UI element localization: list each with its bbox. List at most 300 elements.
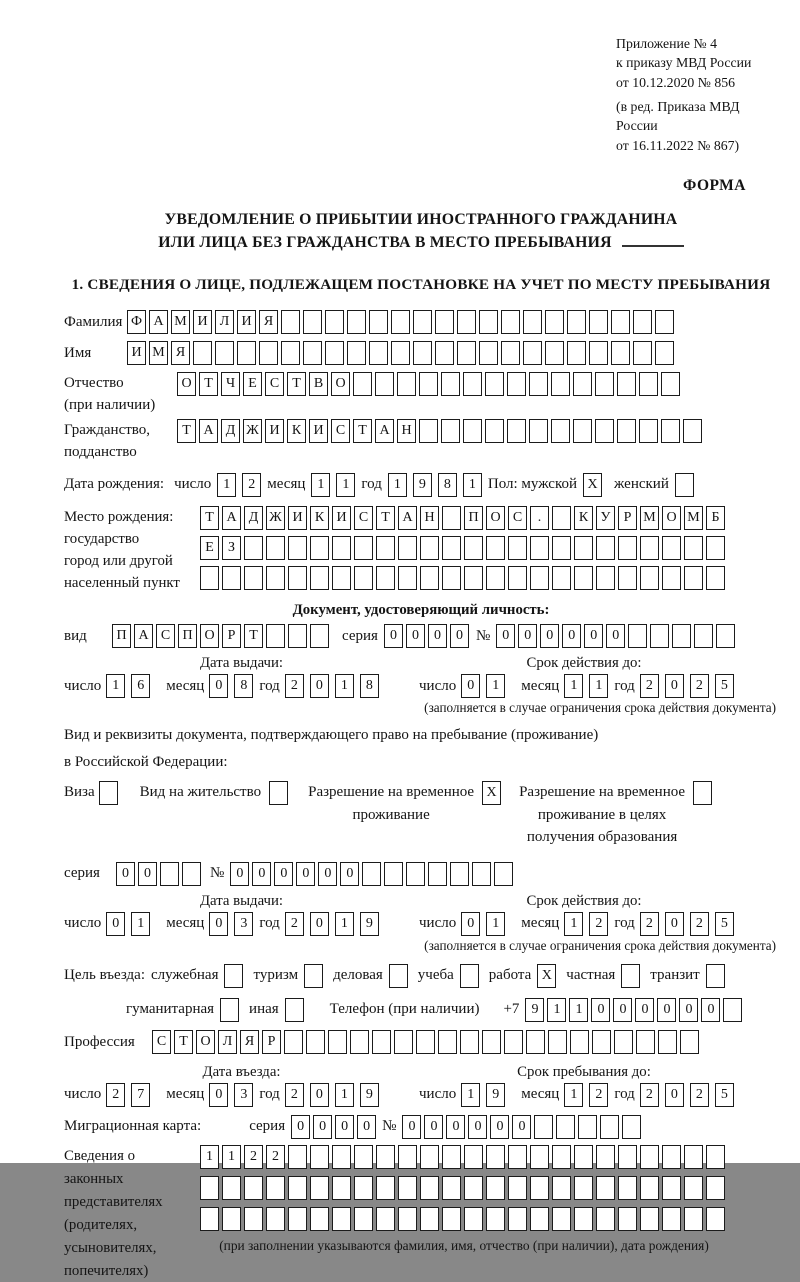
form-cell: 1	[589, 674, 608, 698]
iddoc-heading: Документ, удостоверяющий личность:	[292, 602, 550, 619]
iddoc-expiry-day-cells	[461, 674, 511, 698]
form-cell: 3	[234, 912, 253, 936]
form-cell: У	[596, 506, 615, 530]
field-surname	[64, 310, 778, 335]
form-cell	[662, 536, 681, 560]
birthplace-label	[64, 506, 200, 595]
form-cell	[376, 1145, 395, 1169]
birthplace-rows	[200, 506, 728, 590]
form-cell: 0	[428, 624, 447, 648]
form-cell	[354, 566, 373, 590]
firstname-label: Имя	[64, 344, 92, 361]
appendix-header	[616, 34, 778, 155]
form-cell	[244, 536, 263, 560]
staydoc-expiry-group	[419, 893, 749, 936]
iddoc-series-label: серия	[342, 627, 378, 644]
form-cell	[325, 310, 344, 334]
form-cell: С	[354, 506, 373, 530]
profession-label: Профессия	[64, 1033, 135, 1050]
option-temp-residence-education-label	[519, 781, 685, 849]
form-cell	[464, 1145, 483, 1169]
form-cell: И	[127, 341, 146, 365]
form-cell	[523, 341, 542, 365]
form-cell	[680, 1030, 699, 1054]
form-cell: М	[171, 310, 190, 334]
birthdate-year-cells	[388, 473, 488, 497]
form-cell	[441, 372, 460, 396]
form-cell	[672, 624, 691, 648]
form-cell	[617, 419, 636, 443]
citizenship-label	[64, 419, 177, 464]
form-cell: 0	[635, 998, 654, 1022]
entry-date-group	[64, 1064, 419, 1107]
form-cell	[529, 419, 548, 443]
year-label: год	[259, 915, 280, 932]
option-residence-permit-label: Вид на жительство	[139, 784, 262, 801]
form-cell	[595, 419, 614, 443]
form-cell: 0	[665, 912, 684, 936]
form-cell: И	[332, 506, 351, 530]
iddoc-kind-cells	[112, 624, 332, 648]
form-cell: Н	[397, 419, 416, 443]
iddoc-expiry-group	[419, 655, 749, 698]
form-cell	[640, 1176, 659, 1200]
form-cell	[369, 341, 388, 365]
stay-until-group	[419, 1064, 749, 1107]
form-cell: 8	[360, 674, 379, 698]
form-cell	[281, 310, 300, 334]
stay-until-row	[419, 1083, 749, 1107]
entry-day-cells	[106, 1083, 156, 1107]
form-cell: Н	[420, 506, 439, 530]
form-cell: 1	[388, 473, 407, 497]
birthplace-label-line4: населенный пункт	[64, 575, 180, 592]
form-cell	[442, 1176, 461, 1200]
form-cell	[420, 1176, 439, 1200]
form-cell	[640, 1145, 659, 1169]
purpose-item-label: деловая	[333, 967, 383, 984]
form-cell	[376, 536, 395, 560]
form-cell: А	[222, 506, 241, 530]
form-cell	[200, 1176, 219, 1200]
form-cell	[442, 506, 461, 530]
form-cell: 1	[222, 1145, 241, 1169]
option-education-line1: Разрешение на временное	[519, 784, 686, 801]
form-cell	[530, 1176, 549, 1200]
representatives-label-line: Сведения о	[64, 1147, 135, 1164]
form-cell	[384, 862, 403, 886]
form-cell: 1	[547, 998, 566, 1022]
form-cell	[596, 566, 615, 590]
form-cell: 0	[209, 1083, 228, 1107]
form-cell: Р	[618, 506, 637, 530]
form-cell: 0	[512, 1115, 531, 1139]
form-cell: В	[309, 372, 328, 396]
option-temp-residence-label	[308, 781, 474, 826]
form-cell: О	[200, 624, 219, 648]
form-cell: X	[537, 964, 556, 988]
form-cell	[304, 964, 323, 988]
form-cell	[639, 372, 658, 396]
form-cell: О	[177, 372, 196, 396]
appendix-line: к приказу МВД России	[616, 55, 752, 71]
option-residence-permit-checkbox	[269, 781, 288, 805]
form-cell: 0	[106, 912, 125, 936]
form-cell	[706, 566, 725, 590]
form-cell: 2	[242, 473, 261, 497]
staydoc-series-label: серия	[64, 865, 100, 882]
staydoc-issue-day-cells	[106, 912, 156, 936]
form-cell	[419, 372, 438, 396]
form-cell	[244, 566, 263, 590]
birthdate-month-label: месяц	[267, 476, 306, 493]
form-cell: 2	[589, 1083, 608, 1107]
option-residence-permit	[140, 781, 288, 805]
form-cell	[332, 566, 351, 590]
form-cell	[574, 1207, 593, 1231]
form-cell	[662, 1207, 681, 1231]
form-cell	[438, 1030, 457, 1054]
form-cell: Л	[218, 1030, 237, 1054]
patronymic-label-line2: (при наличии)	[64, 397, 156, 414]
form-cell	[485, 372, 504, 396]
form-cell	[463, 419, 482, 443]
month-label: месяц	[166, 915, 205, 932]
day-label: число	[64, 1086, 102, 1103]
staydoc-intro-line2: в Российской Федерации:	[64, 753, 228, 770]
purpose-item-label: транзит	[650, 967, 700, 984]
form-cell: 9	[360, 1083, 379, 1107]
form-cell	[463, 372, 482, 396]
form-cell: 2	[285, 1083, 304, 1107]
form-cell: 0	[318, 862, 337, 886]
form-cell	[501, 341, 520, 365]
month-label: месяц	[521, 677, 560, 694]
form-cell	[160, 862, 179, 886]
purpose-transit-checkbox	[706, 964, 725, 988]
option-education-line2: проживание в целях	[537, 806, 667, 823]
form-cell: 0	[274, 862, 293, 886]
form-cell	[266, 1207, 285, 1231]
birthplace-label-line3: город или другой	[64, 553, 173, 570]
form-cell	[472, 862, 491, 886]
form-cell: X	[482, 781, 501, 805]
form-title-line2-text: ИЛИ ЛИЦА БЕЗ ГРАЖДАНСТВА В МЕСТО ПРЕБЫВАНИЯ	[158, 233, 612, 251]
form-cell	[244, 1176, 263, 1200]
sex-female-label: женский	[614, 476, 669, 493]
form-cell	[288, 566, 307, 590]
iddoc-kind-row	[64, 624, 778, 648]
form-cell: 1	[486, 674, 505, 698]
form-cell: Р	[262, 1030, 281, 1054]
form-cell	[706, 1176, 725, 1200]
form-cell: М	[149, 341, 168, 365]
day-label: число	[419, 1086, 457, 1103]
form-cell	[325, 341, 344, 365]
form-cell: 0	[310, 674, 329, 698]
form-cell	[266, 1176, 285, 1200]
form-cell: 0	[406, 624, 425, 648]
form-cell	[694, 624, 713, 648]
day-label: число	[64, 915, 102, 932]
form-cell: Т	[174, 1030, 193, 1054]
form-cell	[574, 1176, 593, 1200]
form-cell	[182, 862, 201, 886]
sex-male-checkbox	[583, 473, 602, 497]
form-cell: 0	[701, 998, 720, 1022]
form-cell	[640, 1207, 659, 1231]
iddoc-kind-label: вид	[64, 627, 87, 644]
form-cell	[650, 624, 669, 648]
form-cell: 0	[335, 1115, 354, 1139]
migcard-label: Миграционная карта:	[64, 1118, 202, 1135]
form-cell	[508, 1145, 527, 1169]
form-title	[64, 209, 778, 255]
form-cell	[376, 1176, 395, 1200]
staydoc-options	[64, 781, 778, 849]
form-cell	[266, 624, 285, 648]
birthplace-row2-cells	[200, 536, 728, 560]
form-cell	[556, 1115, 575, 1139]
form-cell	[596, 536, 615, 560]
birthplace-row1-cells	[200, 506, 728, 530]
form-cell: О	[331, 372, 350, 396]
form-cell: С	[265, 372, 284, 396]
field-citizenship	[64, 419, 778, 464]
form-cell: 0	[665, 674, 684, 698]
form-cell: О	[662, 506, 681, 530]
form-cell	[310, 536, 329, 560]
form-cell: А	[398, 506, 417, 530]
form-cell	[435, 341, 454, 365]
form-cell: 1	[217, 473, 236, 497]
form-cell	[362, 862, 381, 886]
form-cell	[413, 341, 432, 365]
phone-cells	[525, 998, 745, 1022]
form-cell	[596, 1176, 615, 1200]
form-cell	[303, 310, 322, 334]
form-cell	[589, 341, 608, 365]
day-label: число	[419, 915, 457, 932]
birthdate-label: Дата рождения:	[64, 476, 165, 493]
form-cell	[614, 1030, 633, 1054]
form-cell	[288, 536, 307, 560]
form-cell	[551, 419, 570, 443]
form-cell: Т	[353, 419, 372, 443]
form-cell	[460, 964, 479, 988]
form-cell: А	[199, 419, 218, 443]
migcard-number-cells	[402, 1115, 644, 1139]
form-cell	[504, 1030, 523, 1054]
form-cell: 0	[138, 862, 157, 886]
form-cell: Д	[244, 506, 263, 530]
year-label: год	[614, 1086, 635, 1103]
form-cell	[617, 372, 636, 396]
form-cell: Я	[171, 341, 190, 365]
purpose-item-label: учеба	[417, 967, 454, 984]
form-cell: 0	[496, 624, 515, 648]
staydoc-expiry-title: Срок действия до:	[526, 892, 642, 909]
form-cell: 2	[106, 1083, 125, 1107]
iddoc-expiry-month-cells	[564, 674, 614, 698]
form-cell	[442, 1207, 461, 1231]
form-cell	[284, 1030, 303, 1054]
purpose-row2	[64, 998, 778, 1022]
form-cell	[618, 1145, 637, 1169]
field-firstname	[64, 341, 778, 366]
migcard-series-cells	[291, 1115, 379, 1139]
revision-line: (в ред. Приказа МВД России	[616, 98, 740, 134]
form-cell	[494, 862, 513, 886]
staydoc-intro-line1: Вид и реквизиты документа, подтверждающего право на пребывание (проживание)	[64, 727, 599, 744]
form-cell	[573, 372, 592, 396]
form-cell: 8	[234, 674, 253, 698]
form-cell	[450, 862, 469, 886]
form-cell: 1	[564, 674, 583, 698]
form-cell	[332, 1145, 351, 1169]
birthdate-day-cells	[217, 473, 267, 497]
firstname-cells	[127, 341, 677, 365]
citizenship-label-line1: Гражданство,	[64, 421, 151, 438]
form-cell: 0	[357, 1115, 376, 1139]
option-visa	[64, 781, 118, 805]
staydoc-number-cells	[230, 862, 516, 886]
form-cell	[347, 341, 366, 365]
form-cell: 2	[690, 1083, 709, 1107]
form-cell	[706, 536, 725, 560]
form-cell: Д	[221, 419, 240, 443]
iddoc-issue-day-cells	[106, 674, 156, 698]
form-cell	[589, 310, 608, 334]
form-cell: М	[640, 506, 659, 530]
form-cell: 2	[640, 674, 659, 698]
form-cell	[310, 1145, 329, 1169]
form-cell	[200, 566, 219, 590]
form-cell: 0	[424, 1115, 443, 1139]
purpose-other-checkbox	[285, 998, 304, 1022]
form-cell	[464, 566, 483, 590]
form-cell: X	[583, 473, 602, 497]
forma-label: ФОРМА	[682, 176, 746, 194]
form-cell	[464, 1207, 483, 1231]
form-cell	[288, 1145, 307, 1169]
purpose-item-label: частная	[566, 967, 616, 984]
form-cell	[353, 372, 372, 396]
form-cell	[574, 536, 593, 560]
form-cell	[596, 1145, 615, 1169]
entry-month-cells	[209, 1083, 259, 1107]
representatives-label	[64, 1145, 200, 1282]
title-blank-underline	[622, 233, 684, 247]
form-cell	[281, 341, 300, 365]
form-cell: И	[288, 506, 307, 530]
form-cell	[622, 1115, 641, 1139]
representatives-label-line: усыновителях,	[64, 1239, 157, 1256]
form-cell: 2	[589, 912, 608, 936]
staydoc-issue-row	[64, 912, 419, 936]
form-cell	[285, 998, 304, 1022]
form-cell: 2	[285, 674, 304, 698]
form-cell: П	[464, 506, 483, 530]
form-cell	[369, 310, 388, 334]
birthdate-year-label: год	[361, 476, 382, 493]
form-cell: 1	[106, 674, 125, 698]
form-cell	[675, 473, 694, 497]
form-cell	[419, 419, 438, 443]
field-patronymic	[64, 372, 778, 417]
form-cell	[628, 624, 647, 648]
form-cell: 5	[715, 674, 734, 698]
form-cell	[507, 372, 526, 396]
purpose-item-label: иная	[249, 1001, 279, 1018]
form-cell	[595, 372, 614, 396]
form-cell: 1	[336, 473, 355, 497]
form-cell	[684, 536, 703, 560]
form-cell	[398, 536, 417, 560]
form-cell: Е	[200, 536, 219, 560]
form-cell: .	[530, 506, 549, 530]
purpose-official-checkbox	[224, 964, 243, 988]
form-cell: 0	[291, 1115, 310, 1139]
year-label: год	[259, 1086, 280, 1103]
form-cell	[435, 310, 454, 334]
form-cell	[636, 1030, 655, 1054]
form-cell	[288, 624, 307, 648]
form-cell	[633, 310, 652, 334]
form-cell	[530, 566, 549, 590]
profession-cells	[152, 1030, 702, 1054]
option-visa-label: Виза	[64, 784, 95, 801]
entry-date-row	[64, 1083, 419, 1107]
iddoc-expiry-year-cells	[640, 674, 740, 698]
purpose-item-label: гуманитарная	[126, 1001, 215, 1018]
appendix-line: от 10.12.2020 № 856	[616, 74, 736, 90]
stay-until-month-cells	[564, 1083, 614, 1107]
purpose-item-label: работа	[488, 967, 532, 984]
staydoc-expiry-month-cells	[564, 912, 614, 936]
form-cell	[224, 964, 243, 988]
form-cell: 2	[690, 674, 709, 698]
form-cell: Я	[240, 1030, 259, 1054]
form-cell	[578, 1115, 597, 1139]
form-cell: 0	[450, 624, 469, 648]
form-cell	[389, 964, 408, 988]
form-cell: А	[149, 310, 168, 334]
stay-until-day-cells	[461, 1083, 511, 1107]
form-cell	[552, 536, 571, 560]
staydoc-expiry-row	[419, 912, 749, 936]
form-cell	[457, 341, 476, 365]
form-cell	[222, 1176, 241, 1200]
migcard-row	[64, 1115, 778, 1139]
form-cell: 0	[657, 998, 676, 1022]
form-cell	[551, 372, 570, 396]
form-cell	[310, 1176, 329, 1200]
form-cell: 0	[461, 912, 480, 936]
surname-cells	[127, 310, 677, 334]
form-cell	[406, 862, 425, 886]
form-cell: 1	[461, 1083, 480, 1107]
form-cell	[266, 536, 285, 560]
form-cell	[684, 1176, 703, 1200]
representatives-block	[64, 1145, 778, 1282]
option-temp-residence-line1: Разрешение на временное	[308, 784, 475, 801]
patronymic-cells	[177, 372, 683, 396]
year-label: год	[614, 677, 635, 694]
staydoc-series-row	[64, 862, 778, 886]
form-cell: Т	[287, 372, 306, 396]
form-cell	[354, 1145, 373, 1169]
